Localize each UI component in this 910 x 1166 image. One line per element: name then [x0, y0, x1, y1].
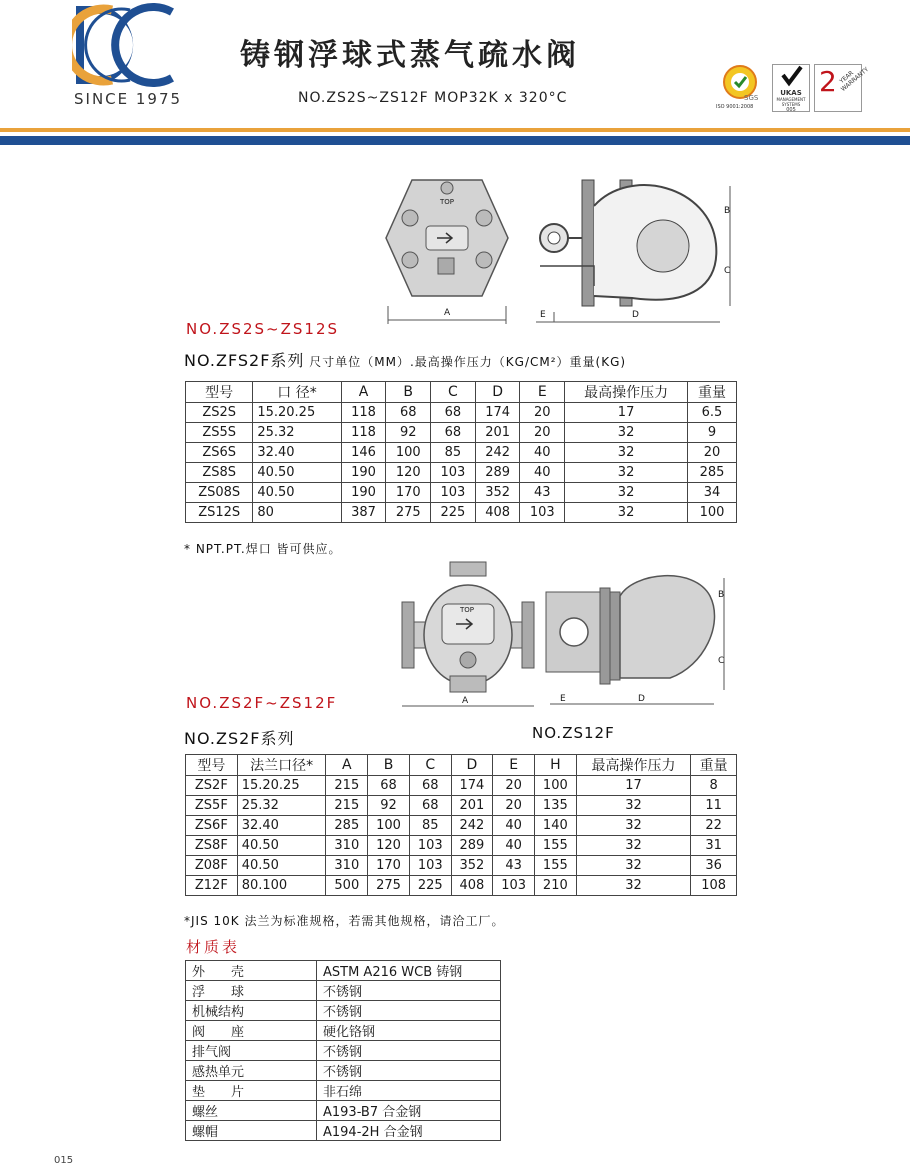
- column-header: E: [493, 755, 535, 776]
- drawing2-dim-d: D: [638, 694, 645, 704]
- table-cell: 120: [368, 836, 410, 856]
- table-cell: 68: [431, 403, 476, 423]
- table-cell: 103: [493, 876, 535, 896]
- table-cell: 20: [520, 423, 565, 443]
- warranty-text: YEAR WARRANTY: [838, 66, 871, 94]
- table-cell: 32: [565, 483, 688, 503]
- table-cell: 103: [409, 836, 451, 856]
- material-part: 外 壳: [186, 961, 317, 981]
- table-cell: 285: [688, 463, 737, 483]
- drawing1-dim-e: E: [540, 310, 546, 320]
- material-part: 排气阀: [186, 1041, 317, 1061]
- table-row: [186, 981, 501, 1001]
- table-cell: 68: [386, 403, 431, 423]
- table-cell: 387: [341, 503, 386, 523]
- table-cell: 68: [431, 423, 476, 443]
- table-cell: 210: [534, 876, 576, 896]
- table-cell: 32: [576, 836, 691, 856]
- table-cell: Z12F: [186, 876, 238, 896]
- table-cell: 201: [475, 423, 520, 443]
- table-cell: 140: [534, 816, 576, 836]
- zs-f-side-drawing: [544, 566, 734, 712]
- header-orange-band: [0, 128, 910, 132]
- table-row: [186, 836, 737, 856]
- table-cell: 15.20.25: [253, 403, 341, 423]
- table-row: [186, 463, 737, 483]
- warranty-badge: [814, 64, 871, 112]
- table-cell: 40.50: [237, 856, 326, 876]
- section1-heading-main: NO.ZFS2F系列: [184, 351, 305, 370]
- table-cell: 103: [431, 483, 476, 503]
- material-part: 螺帽: [186, 1121, 317, 1141]
- column-header: A: [341, 382, 386, 403]
- table-cell: 11: [691, 796, 737, 816]
- drawing2-top-label: TOP: [460, 606, 475, 614]
- ukas-code: 005: [786, 107, 796, 113]
- table-cell: 201: [451, 796, 493, 816]
- material-spec: A193-B7 合金钢: [317, 1101, 501, 1121]
- table-cell: 92: [386, 423, 431, 443]
- table-cell: 408: [475, 503, 520, 523]
- table-cell: 92: [368, 796, 410, 816]
- page-title: 铸钢浮球式蒸气疏水阀: [240, 38, 580, 73]
- column-header: 型号: [186, 755, 238, 776]
- material-spec: 硬化铬钢: [317, 1021, 501, 1041]
- table-cell: 15.20.25: [237, 776, 326, 796]
- material-spec: 不锈钢: [317, 1041, 501, 1061]
- table-row: [186, 1041, 501, 1061]
- drawing2-dim-a: A: [462, 696, 469, 706]
- table-cell: 174: [475, 403, 520, 423]
- company-logo: [72, 2, 180, 88]
- material-spec: 非石绵: [317, 1081, 501, 1101]
- section2-heading: NO.ZS2F系列: [184, 729, 295, 748]
- material-spec: 不锈钢: [317, 1061, 501, 1081]
- table-cell: 32: [576, 876, 691, 896]
- crown-check-icon: [773, 65, 809, 87]
- table-cell: 242: [475, 443, 520, 463]
- table-cell: ZS08S: [186, 483, 253, 503]
- table-cell: 225: [409, 876, 451, 896]
- table-cell: 100: [688, 503, 737, 523]
- table-cell: 225: [431, 503, 476, 523]
- material-part: 机械结构: [186, 1001, 317, 1021]
- table-row: [186, 1081, 501, 1101]
- drawing1-top-label: TOP: [440, 198, 455, 206]
- table-row: [186, 1121, 501, 1141]
- table-cell: 170: [368, 856, 410, 876]
- table-cell: 100: [386, 443, 431, 463]
- table-cell: 155: [534, 856, 576, 876]
- table-cell: 25.32: [253, 423, 341, 443]
- drawing1-dim-a: A: [444, 308, 451, 318]
- table-cell: 22: [691, 816, 737, 836]
- table-cell: 275: [368, 876, 410, 896]
- table-cell: 289: [451, 836, 493, 856]
- table-cell: 40: [520, 443, 565, 463]
- material-spec: ASTM A216 WCB 铸钢: [317, 961, 501, 981]
- table-cell: 103: [409, 856, 451, 876]
- material-spec: 不锈钢: [317, 981, 501, 1001]
- table-cell: 17: [565, 403, 688, 423]
- table-cell: 20: [520, 403, 565, 423]
- table-cell: 32.40: [253, 443, 341, 463]
- column-header: 重量: [691, 755, 737, 776]
- table-cell: 310: [326, 856, 368, 876]
- table-cell: ZS6F: [186, 816, 238, 836]
- table-cell: 242: [451, 816, 493, 836]
- table-cell: 31: [691, 836, 737, 856]
- column-header: C: [431, 382, 476, 403]
- table-cell: 80: [253, 503, 341, 523]
- table-cell: 20: [493, 776, 535, 796]
- table-row: [186, 1061, 501, 1081]
- table-cell: ZS8F: [186, 836, 238, 856]
- table-cell: 32: [565, 443, 688, 463]
- table-cell: 43: [493, 856, 535, 876]
- table-row: [186, 961, 501, 981]
- table-cell: 118: [341, 423, 386, 443]
- column-header: 口 径*: [253, 382, 341, 403]
- table-cell: 68: [368, 776, 410, 796]
- drawing1-dim-d: D: [632, 310, 639, 320]
- header-blue-band: [0, 136, 910, 145]
- page-number: 015: [54, 1155, 74, 1166]
- column-header: E: [520, 382, 565, 403]
- table-row: [186, 796, 737, 816]
- column-header: D: [451, 755, 493, 776]
- table-row: [186, 503, 737, 523]
- section2-spec-table: [185, 754, 737, 896]
- table-cell: 17: [576, 776, 691, 796]
- table-cell: 40.50: [253, 483, 341, 503]
- material-part: 垫 片: [186, 1081, 317, 1101]
- table-cell: 146: [341, 443, 386, 463]
- table-cell: 215: [326, 796, 368, 816]
- table-row: [186, 403, 737, 423]
- material-part: 浮 球: [186, 981, 317, 1001]
- table-cell: 9: [688, 423, 737, 443]
- table-cell: 215: [326, 776, 368, 796]
- table-cell: 275: [386, 503, 431, 523]
- iso-label: ISO 9001:2008: [716, 104, 754, 110]
- sgs-label: SGS: [744, 94, 759, 102]
- table-row: [186, 776, 737, 796]
- column-header: 法兰口径*: [237, 755, 326, 776]
- column-header: 最高操作压力: [565, 382, 688, 403]
- table-cell: 20: [688, 443, 737, 463]
- table-cell: Z08F: [186, 856, 238, 876]
- ukas-label: UKAS: [780, 89, 802, 97]
- table-cell: 32: [565, 423, 688, 443]
- table-cell: 310: [326, 836, 368, 856]
- table-row: [186, 1101, 501, 1121]
- table-cell: 36: [691, 856, 737, 876]
- section1-heading-units: 尺寸单位（MM）.最高操作压力（KG/CM²）重量(KG): [304, 355, 627, 369]
- table-cell: 103: [520, 503, 565, 523]
- table-cell: 40.50: [237, 836, 326, 856]
- material-spec: A194-2H 合金钢: [317, 1121, 501, 1141]
- table-header-row: [186, 755, 737, 776]
- table-header-row: [186, 382, 737, 403]
- table-cell: 8: [691, 776, 737, 796]
- table-cell: ZS5F: [186, 796, 238, 816]
- section1-note: * NPT.PT.焊口 皆可供应。: [184, 542, 342, 556]
- table-cell: 135: [534, 796, 576, 816]
- table-cell: 43: [520, 483, 565, 503]
- table-cell: 285: [326, 816, 368, 836]
- table-cell: 25.32: [237, 796, 326, 816]
- table-cell: 103: [431, 463, 476, 483]
- materials-title: 材质表: [186, 938, 241, 956]
- material-part: 感热单元: [186, 1061, 317, 1081]
- table-cell: 100: [534, 776, 576, 796]
- table-cell: 108: [691, 876, 737, 896]
- drawing2-dim-e: E: [560, 694, 566, 704]
- table-cell: 40.50: [253, 463, 341, 483]
- table-cell: 190: [341, 463, 386, 483]
- table-cell: ZS6S: [186, 443, 253, 463]
- column-header: C: [409, 755, 451, 776]
- page-subtitle: NO.ZS2S~ZS12F MOP32K x 320°C: [298, 90, 568, 106]
- column-header: H: [534, 755, 576, 776]
- section1-spec-table: [185, 381, 737, 523]
- table-cell: 68: [409, 776, 451, 796]
- table-cell: 20: [493, 796, 535, 816]
- table-cell: ZS5S: [186, 423, 253, 443]
- column-header: 重量: [688, 382, 737, 403]
- table-cell: ZS2S: [186, 403, 253, 423]
- table-cell: 289: [475, 463, 520, 483]
- column-header: 型号: [186, 382, 253, 403]
- table-cell: ZS2F: [186, 776, 238, 796]
- table-cell: 32: [576, 796, 691, 816]
- table-cell: 85: [431, 443, 476, 463]
- section1-code: NO.ZS2S~ZS12S: [186, 320, 340, 338]
- zs-s-front-drawing: [382, 178, 512, 328]
- table-cell: 170: [386, 483, 431, 503]
- material-part: 螺丝: [186, 1101, 317, 1121]
- column-header: B: [386, 382, 431, 403]
- material-part: 阀 座: [186, 1021, 317, 1041]
- material-spec: 不锈钢: [317, 1001, 501, 1021]
- sgs-cert-badge: [714, 64, 766, 112]
- table-row: [186, 816, 737, 836]
- section1-heading: [184, 348, 626, 371]
- table-cell: 6.5: [688, 403, 737, 423]
- table-row: [186, 443, 737, 463]
- materials-table: [185, 960, 501, 1141]
- table-cell: 118: [341, 403, 386, 423]
- drawing2-dim-c: C: [718, 656, 725, 666]
- warranty-number: 2: [819, 65, 837, 98]
- table-cell: 34: [688, 483, 737, 503]
- column-header: B: [368, 755, 410, 776]
- table-cell: 32.40: [237, 816, 326, 836]
- table-cell: 190: [341, 483, 386, 503]
- table-cell: ZS8S: [186, 463, 253, 483]
- table-cell: 40: [493, 816, 535, 836]
- table-cell: 408: [451, 876, 493, 896]
- column-header: D: [475, 382, 520, 403]
- table-cell: 174: [451, 776, 493, 796]
- section2-heading-right: NO.ZS12F: [532, 724, 615, 742]
- column-header: A: [326, 755, 368, 776]
- table-row: [186, 1021, 501, 1041]
- table-cell: 68: [409, 796, 451, 816]
- table-cell: 120: [386, 463, 431, 483]
- table-cell: 155: [534, 836, 576, 856]
- table-cell: 32: [565, 463, 688, 483]
- table-cell: 32: [576, 856, 691, 876]
- column-header: 最高操作压力: [576, 755, 691, 776]
- section2-code: NO.ZS2F~ZS12F: [186, 694, 338, 712]
- table-row: [186, 856, 737, 876]
- logo-tagline: SINCE 1975: [74, 90, 183, 108]
- zs-f-front-drawing: [398, 560, 538, 710]
- table-cell: 100: [368, 816, 410, 836]
- table-row: [186, 423, 737, 443]
- ukas-sub-label: MANAGEMENT SYSTEMS: [776, 97, 806, 107]
- zs-s-section-drawing: [520, 176, 740, 328]
- table-cell: 500: [326, 876, 368, 896]
- table-row: [186, 483, 737, 503]
- table-cell: 352: [451, 856, 493, 876]
- table-cell: 40: [520, 463, 565, 483]
- table-cell: 40: [493, 836, 535, 856]
- table-cell: 85: [409, 816, 451, 836]
- table-cell: 32: [576, 816, 691, 836]
- table-cell: 32: [565, 503, 688, 523]
- table-row: [186, 876, 737, 896]
- drawing1-dim-b: B: [724, 206, 731, 216]
- table-row: [186, 1001, 501, 1021]
- drawing1-dim-c: C: [724, 266, 731, 276]
- section2-note: *JIS 10K 法兰为标准规格，若需其他规格，请洽工厂。: [184, 914, 505, 928]
- table-cell: 352: [475, 483, 520, 503]
- ukas-cert-badge: [772, 64, 810, 112]
- table-cell: 80.100: [237, 876, 326, 896]
- drawing2-dim-b: B: [718, 590, 725, 600]
- table-cell: ZS12S: [186, 503, 253, 523]
